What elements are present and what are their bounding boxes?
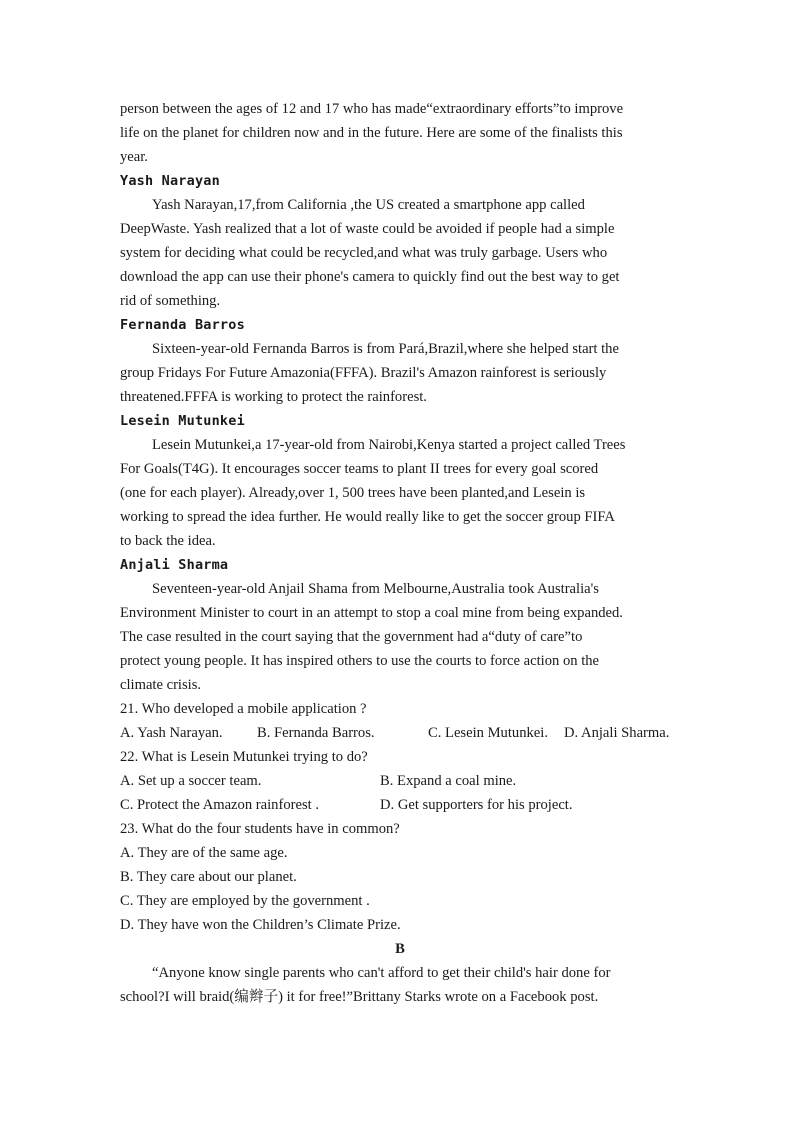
option-d: D. Get supporters for his project. <box>380 797 573 813</box>
part-b-label: B <box>395 941 405 957</box>
section-anjali-sharma <box>120 553 680 697</box>
paragraph-line: DeepWaste. Yash realized that a lot of waste could be avoided if people had a simple <box>120 221 615 237</box>
paragraph-line: Yash Narayan,17,from California ,the US created a smartphone app called <box>152 197 585 213</box>
option-c: C. Lesein Mutunkei. <box>428 725 548 741</box>
section-yash-narayan <box>120 169 680 313</box>
paragraph-line: school?I will braid(编辫子) it for free!”Brittany Starks wrote on a Facebook post. <box>120 989 599 1005</box>
section-fernanda-barros <box>120 313 680 409</box>
paragraph-line: to back the idea. <box>120 533 216 549</box>
intro-line: year. <box>120 149 148 165</box>
part-b <box>120 937 680 1009</box>
paragraph-line: (one for each player). Already,over 1, 500 trees have been planted,and Lesein is <box>120 485 586 501</box>
question-22 <box>120 745 680 817</box>
paragraph-line: For Goals(T4G). It encourages soccer teams to plant II trees for every goal scored <box>120 461 599 477</box>
answer-options <box>120 721 680 745</box>
paragraph-line: system for deciding what could be recycled,and what was truly garbage. Users who <box>120 245 608 261</box>
section-heading: Anjali Sharma <box>120 557 229 573</box>
paragraph-line: Environment Minister to court in an attempt to stop a coal mine from being expanded. <box>120 605 623 621</box>
paragraph-line: Seventeen-year-old Anjail Shama from Melbourne,Australia took Australia's <box>152 581 599 597</box>
question-21 <box>120 697 680 745</box>
section-heading: Yash Narayan <box>120 173 220 189</box>
option-d: D. They have won the Children’s Climate Prize. <box>120 917 401 933</box>
paragraph-line: climate crisis. <box>120 677 202 693</box>
answer-options <box>120 769 680 793</box>
option-a: A. They are of the same age. <box>120 845 288 861</box>
paragraph-line: working to spread the idea further. He would really like to get the soccer group FIFA <box>120 509 615 525</box>
paragraph-line: rid of something. <box>120 293 221 309</box>
section-lesein-mutunkei <box>120 409 680 553</box>
question-stem: 21. Who developed a mobile application ? <box>120 701 367 717</box>
paragraph-line: download the app can use their phone's camera to quickly find out the best way to get <box>120 269 620 285</box>
question-stem: 23. What do the four students have in common? <box>120 821 400 837</box>
section-heading: Lesein Mutunkei <box>120 413 245 429</box>
document-page <box>120 97 680 1009</box>
option-b: B. Expand a coal mine. <box>380 773 517 789</box>
option-b: B. Fernanda Barros. <box>257 725 375 741</box>
paragraph-line: “Anyone know single parents who can't afford to get their child's hair done for <box>152 965 611 981</box>
intro-paragraph <box>120 97 680 169</box>
question-23 <box>120 817 680 937</box>
option-b: B. They care about our planet. <box>120 869 297 885</box>
paragraph-line: threatened.FFFA is working to protect the rainforest. <box>120 389 427 405</box>
paragraph-line: Sixteen-year-old Fernanda Barros is from Pará,Brazil,where she helped start the <box>152 341 619 357</box>
paragraph-line: group Fridays For Future Amazonia(FFFA). Brazil's Amazon rainforest is seriously <box>120 365 607 381</box>
option-c: C. Protect the Amazon rainforest . <box>120 797 319 813</box>
intro-line: person between the ages of 12 and 17 who has made“extraordinary efforts”to improve <box>120 101 624 117</box>
paragraph-line: Lesein Mutunkei,a 17-year-old from Nairobi,Kenya started a project called Trees <box>152 437 626 453</box>
option-a: A. Yash Narayan. <box>120 725 223 741</box>
paragraph-line: protect young people. It has inspired others to use the courts to force action on the <box>120 653 600 669</box>
option-a: A. Set up a soccer team. <box>120 773 262 789</box>
question-stem: 22. What is Lesein Mutunkei trying to do? <box>120 749 368 765</box>
section-heading: Fernanda Barros <box>120 317 245 333</box>
answer-options <box>120 793 680 817</box>
intro-line: life on the planet for children now and in the future. Here are some of the finalists this <box>120 125 623 141</box>
option-d: D. Anjali Sharma. <box>564 725 670 741</box>
paragraph-line: The case resulted in the court saying that the government had a“duty of care”to <box>120 629 583 645</box>
option-c: C. They are employed by the government . <box>120 893 370 909</box>
